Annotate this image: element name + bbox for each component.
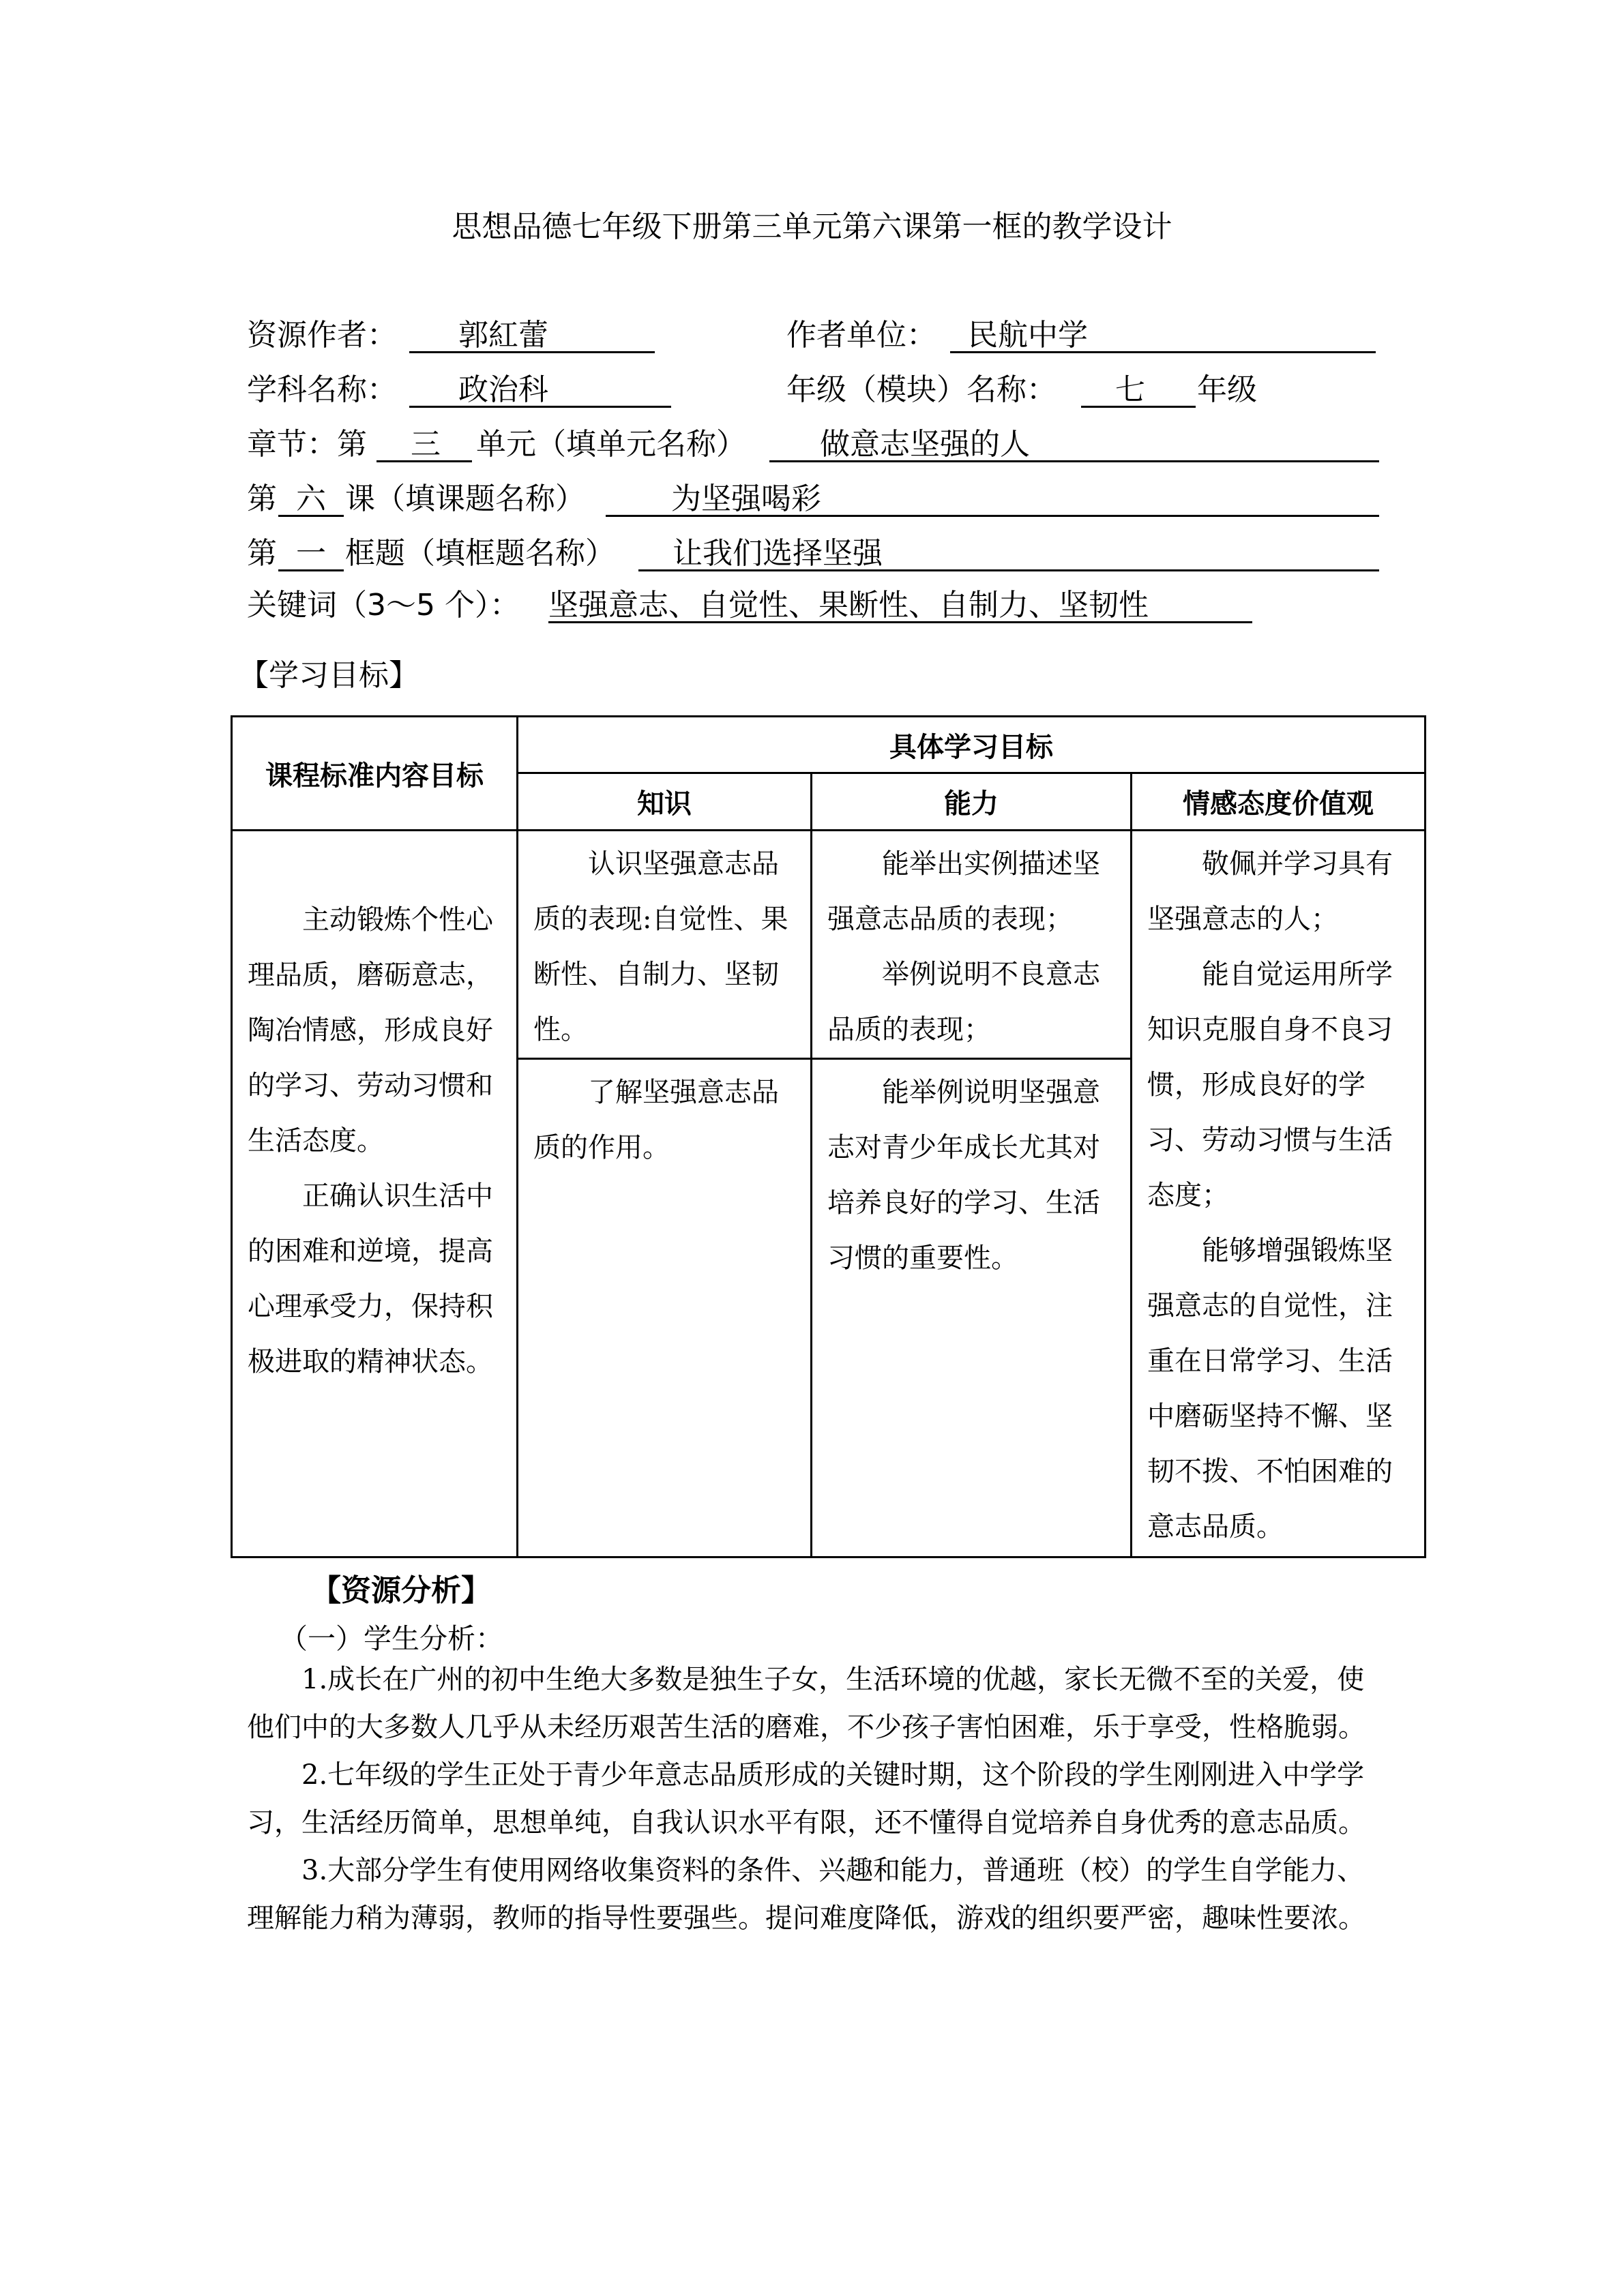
author-label: 资源作者： [247,318,397,353]
analysis-paragraph-1: 1.成长在广州的初中生绝大多数是独生子女，生活环境的优越，家长无微不至的关爱，使他们中的大多数人几乎从未经历艰苦生活的磨难，不少孩子害怕困难，乐于享受，性格脆弱。 [247,1664,1365,1743]
lesson-prefix: 第 [247,481,277,516]
standard-text-2: 正确认识生活中的困难和逆境，提高心理承受力，保持积极进取的精神状态。 [248,1180,493,1377]
chapter-label: 章节：第 [247,427,367,462]
chapter-number-field: 三 [377,428,472,462]
ability-text-1b: 举例说明不良意志品质的表现； [827,959,1100,1045]
header-specific: 具体学习目标 [518,717,1426,773]
ability-cell-1 [812,831,1132,1059]
author-field: 郭紅蕾 [409,319,655,353]
frame-mid-label: 框题（填框题名称） [345,536,615,571]
learning-goals-table [231,715,1426,1558]
grade-suffix: 年级 [1197,372,1257,407]
analysis-heading: 【资源分析】 [311,1573,491,1608]
standard-text-1: 主动锻炼个性心理品质，磨砺意志，陶冶情感，形成良好的学习、劳动习惯和生活态度。 [248,904,493,1157]
keywords-label: 关键词（3～5 个）： [247,588,520,623]
knowledge-cell-2 [518,1059,812,1557]
unit-field: 民航中学 [950,319,1376,353]
grade-label: 年级（模块）名称： [786,372,1057,407]
frame-number-field: 一 [278,537,344,571]
header-ability: 能力 [812,773,1132,831]
lesson-number-field: 六 [278,483,344,517]
header-standard: 课程标准内容目标 [232,717,518,831]
keywords-field: 坚强意志、自觉性、果断性、自制力、坚韧性 [548,589,1252,623]
header-emotion: 情感态度价值观 [1132,773,1426,831]
knowledge-cell-1 [518,831,812,1059]
emotion-cell [1132,831,1426,1557]
emotion-text-1: 敬佩并学习具有坚强意志的人； [1147,848,1393,935]
emotion-text-3: 能够增强锻炼坚强意志的自觉性，注重在日常学习、生活中磨砺坚持不懈、坚韧不拨、不怕困难的意志品质。 [1147,1235,1393,1542]
knowledge-text-1: 认识坚强意志品质的表现:自觉性、果断性、自制力、坚韧性。 [533,848,788,1045]
knowledge-text-2: 了解坚强意志品质的作用。 [533,1077,779,1163]
grade-field: 七 [1081,374,1196,408]
frame-prefix: 第 [247,536,277,571]
ability-text-2: 能举例说明坚强意志对青少年成长尤其对培养良好的学习、生活习惯的重要性。 [827,1077,1100,1274]
ability-cell-2 [812,1059,1132,1557]
student-analysis-heading: （一）学生分析： [280,1622,503,1655]
unit-label: 作者单位： [786,318,936,353]
subject-label: 学科名称： [247,372,397,407]
chapter-mid-label: 单元（填单元名称） [476,427,746,462]
analysis-paragraph-3: 3.大部分学生有使用网络收集资料的条件、兴趣和能力，普通班（校）的学生自学能力、理解能力稍为薄弱，教师的指导性要强些。提问难度降低，游戏的组织要严密，趣味性要浓。 [247,1855,1365,1934]
emotion-text-2: 能自觉运用所学知识克服自身不良习惯，形成良好的学习、劳动习惯与生活态度； [1147,959,1393,1211]
header-knowledge: 知识 [518,773,812,831]
subject-field: 政治科 [409,374,671,408]
document-title: 思想品德七年级下册第三单元第六课第一框的教学设计 [452,209,1172,244]
chapter-name-field: 做意志坚强的人 [769,428,1379,462]
lesson-name-field: 为坚强喝彩 [606,483,1379,517]
standard-cell [232,831,518,1557]
analysis-paragraph-2: 2.七年级的学生正处于青少年意志品质形成的关键时期，这个阶段的学生刚刚进入中学学习，生活经历简单，思想单纯，自我认识水平有限，还不懂得自觉培养自身优秀的意志品质。 [247,1759,1365,1838]
lesson-mid-label: 课（填课题名称） [345,481,585,516]
frame-name-field: 让我们选择坚强 [638,537,1379,571]
student-analysis-text [247,1656,1379,1942]
ability-text-1a: 能举出实例描述坚强意志品质的表现； [827,848,1100,935]
goals-heading: 【学习目标】 [239,658,419,693]
